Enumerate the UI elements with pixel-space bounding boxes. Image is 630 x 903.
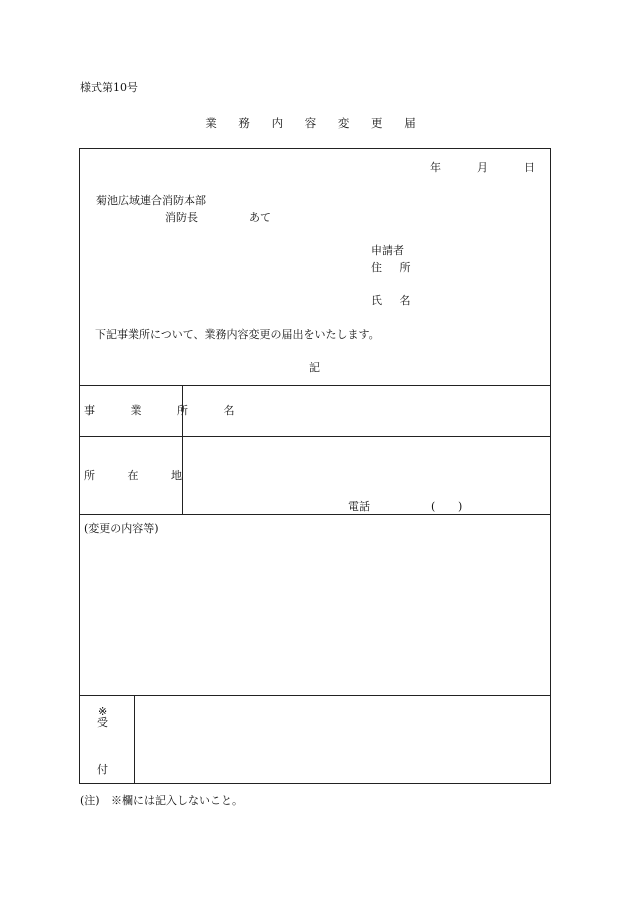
changes-label: (変更の内容等) (84, 522, 159, 535)
office-name-label: 事 業 所 名 (84, 404, 251, 417)
date-year-label: 年 (430, 161, 441, 174)
reception-mark: ※ (98, 705, 108, 718)
phone-paren-close: ) (458, 500, 463, 513)
phone-label: 電話 (348, 500, 370, 513)
date-month-label: 月 (477, 161, 488, 174)
recipient-title: 消防長 (165, 211, 198, 224)
location-char: 地 (171, 469, 182, 482)
reception-char-2: 付 (97, 763, 108, 776)
date-day-label: 日 (524, 161, 535, 174)
recipient-honorific: あて (249, 211, 271, 224)
ki-heading: 記 (309, 361, 320, 374)
divider-location (80, 514, 550, 515)
divider-office (80, 436, 550, 437)
statement-text: 下記事業所について、業務内容変更の届出をいたします。 (95, 328, 380, 341)
note-text: ※欄には記入しないこと。 (111, 794, 243, 807)
form-frame (79, 148, 551, 784)
address-label: 住 所 (371, 261, 418, 274)
location-char: 所 (84, 469, 95, 482)
location-char: 在 (127, 469, 139, 482)
divider-changes (80, 695, 550, 696)
name-label: 氏 名 (371, 294, 418, 307)
document-title: 業 務 内 容 変 更 届 (205, 116, 425, 130)
phone-paren-open: ( (431, 500, 436, 513)
reception-char-1: 受 (97, 716, 108, 729)
reception-column-divider (134, 695, 135, 783)
recipient-organization: 菊池広域連合消防本部 (96, 194, 206, 207)
note-label: (注) (80, 794, 100, 807)
location-label (84, 470, 182, 481)
divider-header (80, 385, 550, 386)
form-number: 様式第10号 (80, 81, 138, 94)
applicant-label: 申請者 (371, 244, 404, 257)
